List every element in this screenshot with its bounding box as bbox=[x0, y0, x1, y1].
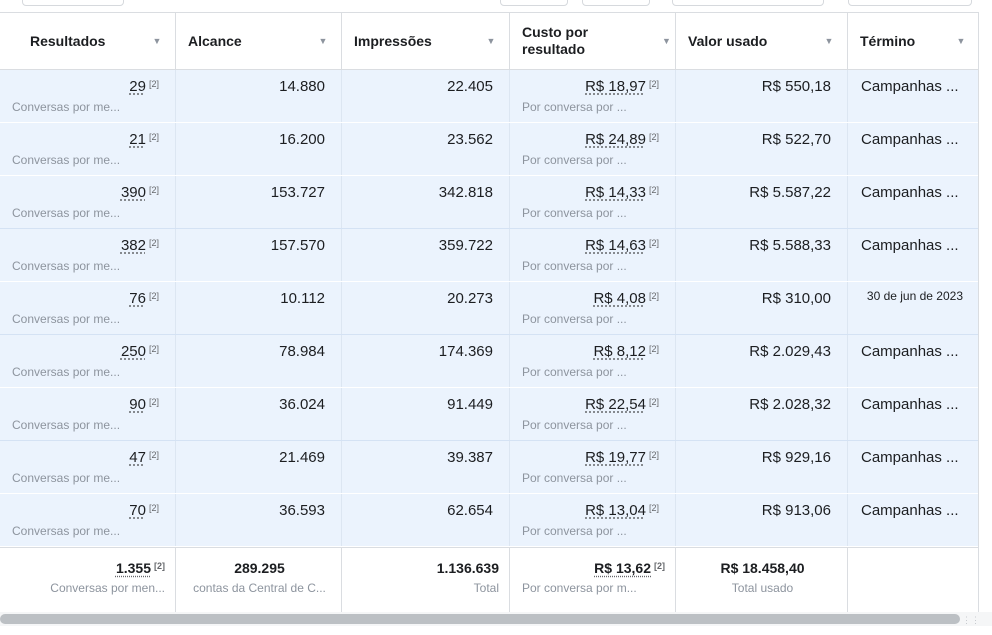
horizontal-scrollbar[interactable] bbox=[0, 614, 960, 624]
total-spent-value: R$ 18.458,40 bbox=[720, 560, 805, 576]
total-end bbox=[848, 548, 980, 620]
footnote-marker: [2] bbox=[648, 132, 659, 142]
reach-cell bbox=[176, 494, 342, 546]
cost-value[interactable]: R$ 14,33 bbox=[585, 184, 646, 201]
spent-value: R$ 929,16 bbox=[761, 449, 831, 466]
footnote-marker: [2] bbox=[648, 397, 659, 407]
total-impressions bbox=[342, 548, 510, 620]
cost-cell bbox=[510, 388, 676, 440]
cost-value[interactable]: R$ 14,63 bbox=[585, 237, 646, 254]
results-cell bbox=[0, 70, 176, 122]
chevron-down-icon[interactable]: ▼ bbox=[318, 36, 328, 46]
reach-value: 10.112 bbox=[280, 290, 325, 307]
column-header-amount-spent[interactable] bbox=[676, 13, 848, 69]
results-value[interactable]: 90 bbox=[129, 396, 146, 413]
impressions-cell bbox=[342, 123, 510, 175]
spent-cell bbox=[676, 494, 848, 546]
spent-value: R$ 5.588,33 bbox=[749, 237, 831, 254]
cost-value[interactable]: R$ 4,08 bbox=[593, 290, 646, 307]
reach-value: 14.880 bbox=[279, 78, 325, 95]
footnote-marker: [2] bbox=[148, 344, 159, 354]
chevron-down-icon[interactable]: ▼ bbox=[956, 36, 966, 46]
footnote-marker: [2] bbox=[148, 79, 159, 89]
end-date-cell: Campanhas ... bbox=[848, 70, 980, 122]
reach-value: 153.727 bbox=[270, 184, 325, 201]
column-label: Resultados bbox=[30, 32, 106, 49]
column-label: Valor usado bbox=[688, 32, 768, 49]
impressions-cell bbox=[342, 335, 510, 387]
table-row[interactable] bbox=[0, 70, 980, 123]
total-cost-value[interactable]: R$ 13,62 bbox=[594, 560, 651, 576]
spent-cell bbox=[676, 229, 848, 281]
impressions-value: 62.654 bbox=[447, 502, 493, 519]
results-subtext: Conversas por me... bbox=[12, 365, 121, 379]
footnote-marker: [2] bbox=[148, 132, 159, 142]
spent-cell bbox=[676, 335, 848, 387]
toolbar-button[interactable] bbox=[672, 0, 824, 6]
total-cost bbox=[510, 548, 676, 620]
cost-cell bbox=[510, 494, 676, 546]
table-row[interactable] bbox=[0, 335, 980, 388]
column-label: Alcance bbox=[188, 32, 242, 49]
spent-cell bbox=[676, 70, 848, 122]
table-row[interactable] bbox=[0, 494, 980, 547]
total-results-value[interactable]: 1.355 bbox=[115, 560, 151, 576]
results-subtext: Conversas por me... bbox=[12, 418, 121, 432]
footnote-marker: [2] bbox=[648, 503, 659, 513]
footnote-marker: [2] bbox=[148, 185, 159, 195]
table-row[interactable] bbox=[0, 441, 980, 494]
reach-value: 16.200 bbox=[279, 131, 325, 148]
cost-value[interactable]: R$ 24,89 bbox=[585, 131, 646, 148]
results-value[interactable]: 390 bbox=[120, 184, 146, 201]
impressions-cell bbox=[342, 494, 510, 546]
cost-cell bbox=[510, 123, 676, 175]
toolbar-button[interactable] bbox=[848, 0, 972, 6]
footnote-marker: [2] bbox=[648, 79, 659, 89]
cost-value[interactable]: R$ 18,97 bbox=[585, 78, 646, 95]
toolbar-button[interactable] bbox=[582, 0, 650, 6]
reach-cell bbox=[176, 335, 342, 387]
results-value[interactable]: 250 bbox=[120, 343, 146, 360]
impressions-value: 20.273 bbox=[447, 290, 493, 307]
reach-cell bbox=[176, 123, 342, 175]
results-value[interactable]: 382 bbox=[120, 237, 146, 254]
impressions-value: 174.369 bbox=[438, 343, 493, 360]
results-value[interactable]: 21 bbox=[129, 131, 146, 148]
chevron-down-icon[interactable]: ▼ bbox=[152, 36, 162, 46]
ads-table bbox=[0, 12, 980, 621]
impressions-value: 91.449 bbox=[447, 396, 493, 413]
toolbar-button[interactable] bbox=[500, 0, 568, 6]
toolbar-button[interactable] bbox=[22, 0, 124, 6]
table-row[interactable] bbox=[0, 388, 980, 441]
footnote-marker: [2] bbox=[648, 344, 659, 354]
cost-cell bbox=[510, 441, 676, 493]
chevron-down-icon[interactable]: ▼ bbox=[486, 36, 496, 46]
spent-value: R$ 5.587,22 bbox=[749, 184, 831, 201]
column-header-impressions[interactable] bbox=[342, 13, 510, 69]
reach-cell bbox=[176, 388, 342, 440]
results-cell bbox=[0, 388, 176, 440]
footnote-marker: [2] bbox=[148, 450, 159, 460]
cost-subtext: Por conversa por ... bbox=[522, 312, 627, 326]
cost-cell bbox=[510, 229, 676, 281]
cost-subtext: Por conversa por ... bbox=[522, 471, 627, 485]
end-date-cell: Campanhas ... bbox=[848, 388, 980, 440]
cost-subtext: Por conversa por ... bbox=[522, 365, 627, 379]
impressions-cell bbox=[342, 70, 510, 122]
cost-subtext: Por conversa por ... bbox=[522, 418, 627, 432]
footnote-marker: [2] bbox=[148, 397, 159, 407]
spent-value: R$ 913,06 bbox=[761, 502, 831, 519]
end-date-cell: Campanhas ... bbox=[848, 176, 980, 228]
spent-value: R$ 2.028,32 bbox=[749, 396, 831, 413]
column-label: Impressões bbox=[354, 32, 432, 49]
reach-cell bbox=[176, 176, 342, 228]
cost-cell bbox=[510, 176, 676, 228]
cost-cell bbox=[510, 335, 676, 387]
impressions-cell bbox=[342, 441, 510, 493]
cost-subtext: Por conversa por ... bbox=[522, 524, 627, 538]
reach-cell bbox=[176, 282, 342, 334]
reach-value: 36.024 bbox=[279, 396, 325, 413]
results-value[interactable]: 76 bbox=[129, 290, 146, 307]
table-row[interactable] bbox=[0, 282, 980, 335]
spent-cell bbox=[676, 388, 848, 440]
column-header-results[interactable] bbox=[0, 13, 176, 69]
cost-value[interactable]: R$ 13,04 bbox=[585, 502, 646, 519]
table-body bbox=[0, 70, 980, 547]
results-cell bbox=[0, 123, 176, 175]
frozen-edge bbox=[978, 12, 992, 612]
reach-cell bbox=[176, 70, 342, 122]
spent-cell bbox=[676, 176, 848, 228]
results-subtext: Conversas por me... bbox=[12, 471, 121, 485]
results-subtext: Conversas por me... bbox=[12, 259, 121, 273]
footnote-marker: [2] bbox=[648, 450, 659, 460]
results-cell bbox=[0, 335, 176, 387]
total-results bbox=[0, 548, 176, 620]
impressions-value: 23.562 bbox=[447, 131, 493, 148]
spent-cell bbox=[676, 123, 848, 175]
table-row[interactable] bbox=[0, 123, 980, 176]
results-subtext: Conversas por me... bbox=[12, 206, 121, 220]
impressions-cell bbox=[342, 176, 510, 228]
results-cell bbox=[0, 229, 176, 281]
results-cell bbox=[0, 176, 176, 228]
results-cell bbox=[0, 494, 176, 546]
end-date-cell: Campanhas ... bbox=[848, 123, 980, 175]
column-label: Custo por resultado bbox=[522, 24, 589, 57]
total-reach-sub: contas da Central de C... bbox=[193, 581, 326, 595]
footnote-marker: [2] bbox=[648, 238, 659, 248]
footnote-marker: [2] bbox=[154, 561, 165, 571]
spent-value: R$ 522,70 bbox=[761, 131, 831, 148]
reach-cell bbox=[176, 441, 342, 493]
grip-icon[interactable]: ⋮⋮ bbox=[962, 615, 980, 625]
column-header-cost-per-result[interactable] bbox=[510, 13, 676, 69]
total-spent-sub: Total usado bbox=[731, 581, 794, 595]
total-impressions-sub: Total bbox=[473, 581, 499, 595]
footnote-marker: [2] bbox=[148, 238, 159, 248]
end-date-cell: Campanhas ... bbox=[848, 441, 980, 493]
end-date-cell: Campanhas ... bbox=[848, 335, 980, 387]
totals-row bbox=[0, 547, 980, 621]
total-impressions-value: 1.136.639 bbox=[436, 560, 499, 576]
spent-value: R$ 550,18 bbox=[761, 78, 831, 95]
table-header bbox=[0, 12, 980, 70]
cost-value[interactable]: R$ 19,77 bbox=[585, 449, 646, 466]
total-reach-value: 289.295 bbox=[234, 560, 285, 576]
chevron-down-icon[interactable]: ▼ bbox=[662, 36, 671, 46]
cost-value[interactable]: R$ 22,54 bbox=[585, 396, 646, 413]
cost-cell bbox=[510, 282, 676, 334]
column-header-reach[interactable] bbox=[176, 13, 342, 69]
results-subtext: Conversas por me... bbox=[12, 153, 121, 167]
end-date-cell: Campanhas ... bbox=[848, 229, 980, 281]
end-date-cell: 30 de jun de 2023 bbox=[848, 282, 980, 334]
results-subtext: Conversas por me... bbox=[12, 524, 121, 538]
end-date-cell: Campanhas ... bbox=[848, 494, 980, 546]
cost-subtext: Por conversa por ... bbox=[522, 100, 627, 114]
results-cell bbox=[0, 441, 176, 493]
cost-subtext: Por conversa por ... bbox=[522, 153, 627, 167]
impressions-cell bbox=[342, 388, 510, 440]
results-subtext: Conversas por me... bbox=[12, 100, 121, 114]
impressions-value: 22.405 bbox=[447, 78, 493, 95]
footnote-marker: [2] bbox=[148, 503, 159, 513]
table-row[interactable] bbox=[0, 229, 980, 282]
impressions-value: 342.818 bbox=[438, 184, 493, 201]
column-label: Término bbox=[860, 32, 916, 49]
cost-subtext: Por conversa por ... bbox=[522, 206, 627, 220]
footnote-marker: [2] bbox=[148, 291, 159, 301]
cost-subtext: Por conversa por ... bbox=[522, 259, 627, 273]
toolbar-strip bbox=[0, 0, 992, 12]
spent-cell bbox=[676, 282, 848, 334]
table-row[interactable] bbox=[0, 176, 980, 229]
chevron-down-icon[interactable]: ▼ bbox=[824, 36, 834, 46]
results-value[interactable]: 29 bbox=[129, 78, 146, 95]
total-spent bbox=[676, 548, 848, 620]
spent-value: R$ 310,00 bbox=[761, 290, 831, 307]
results-value[interactable]: 47 bbox=[129, 449, 146, 466]
footnote-marker: [2] bbox=[648, 185, 659, 195]
total-results-sub: Conversas por men... bbox=[50, 581, 165, 595]
reach-cell bbox=[176, 229, 342, 281]
reach-value: 36.593 bbox=[279, 502, 325, 519]
reach-value: 157.570 bbox=[270, 237, 325, 254]
total-cost-sub: Por conversa por m... bbox=[522, 581, 637, 595]
impressions-value: 39.387 bbox=[447, 449, 493, 466]
impressions-cell bbox=[342, 282, 510, 334]
spent-cell bbox=[676, 441, 848, 493]
footnote-marker: [2] bbox=[654, 561, 665, 571]
impressions-value: 359.722 bbox=[438, 237, 493, 254]
results-value[interactable]: 70 bbox=[129, 502, 146, 519]
column-header-end-date[interactable] bbox=[848, 13, 980, 69]
results-subtext: Conversas por me... bbox=[12, 312, 121, 326]
footnote-marker: [2] bbox=[648, 291, 659, 301]
reach-value: 78.984 bbox=[279, 343, 325, 360]
cost-value[interactable]: R$ 8,12 bbox=[593, 343, 646, 360]
results-cell bbox=[0, 282, 176, 334]
total-reach bbox=[176, 548, 342, 620]
spent-value: R$ 2.029,43 bbox=[749, 343, 831, 360]
impressions-cell bbox=[342, 229, 510, 281]
cost-cell bbox=[510, 70, 676, 122]
reach-value: 21.469 bbox=[279, 449, 325, 466]
